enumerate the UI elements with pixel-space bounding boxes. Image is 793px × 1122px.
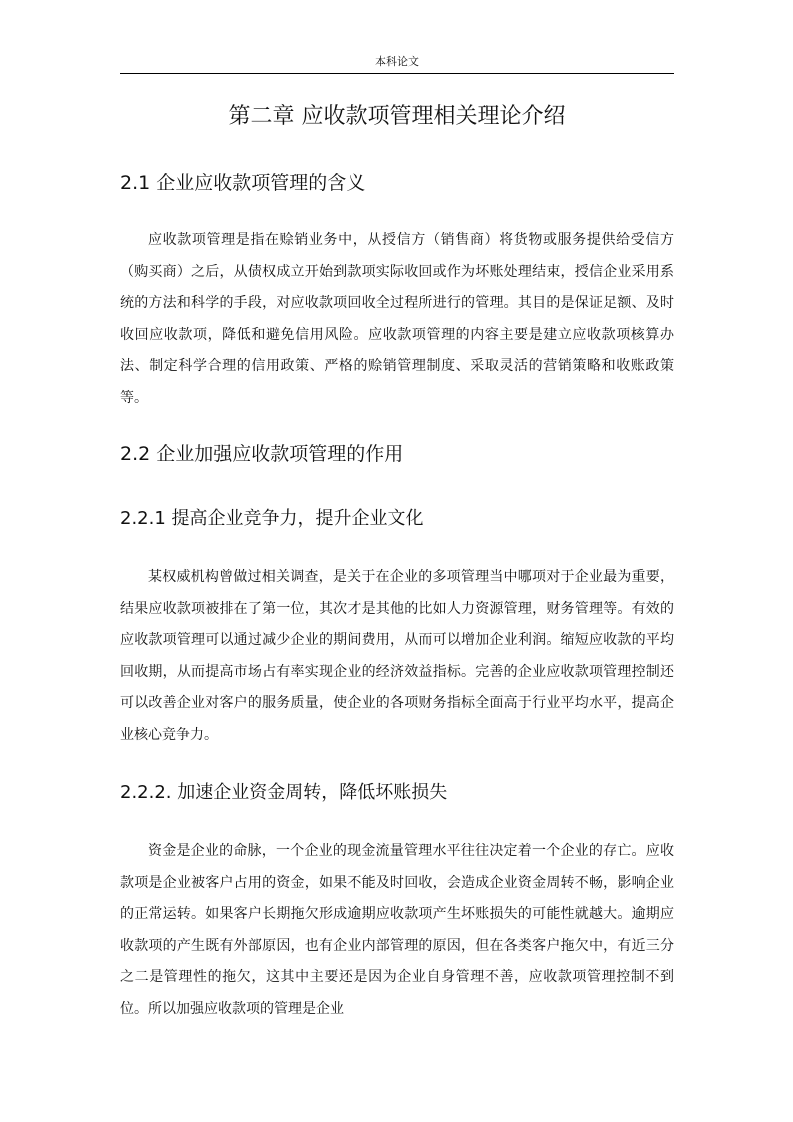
section-heading-2-2-1: 2.2.1 提高企业竞争力，提升企业文化: [120, 508, 424, 529]
section-heading-2-1: 2.1 企业应收款项管理的含义: [120, 172, 366, 194]
paragraph-2-2-1: 某权威机构曾做过相关调查，是关于在企业的多项管理当中哪项对于企业最为重要，结果应收款项被排在了第一位，其次才是其他的比如人力资源管理，财务管理等。有效的应收款项管理可以通过减少企业的期间费用，从而可以增加企业利润。缩短应收款的平均回收期，从而提高市场占有率实现企业的经济效益指标。完善的企业应收款项管理控制还可以改善企业对客户的服务质量，使企业的各项财务指标全面高于行业平均水平，提高企业核心竞争力。: [120, 569, 674, 743]
paragraph-2-1: 应收款项管理是指在赊销业务中，从授信方（销售商）将货物或服务提供给受信方（购买商）之后，从债权成立开始到款项实际收回或作为坏账处理结束，授信企业采用系统的方法和科学的手段，对应收款项回收全过程所进行的管理。其目的是保证足额、及时收回应收款项，降低和避免信用风险。应收款项管理的内容主要是建立应收款项核算办法、制定科学合理的信用政策、严格的赊销管理制度、采取灵活的营销策略和收账政策等。: [120, 232, 674, 406]
running-header: 本科论文: [375, 55, 419, 68]
section-heading-2-2-2: 2.2.2. 加速企业资金周转，降低坏账损失: [120, 782, 448, 803]
chapter-title: 第二章 应收款项管理相关理论介绍: [228, 104, 566, 129]
paragraph-2-2-2: 资金是企业的命脉，一个企业的现金流量管理水平往往决定着一个企业的存亡。应收款项是企业被客户占用的资金，如果不能及时回收，会造成企业资金周转不畅，影响企业的正常运转。如果客户长期拖欠形成逾期应收款项产生坏账损失的可能性就越大。逾期应收款项的产生既有外部原因，也有企业内部管理的原因，但在各类客户拖欠中，有近三分之二是管理性的拖欠，这其中主要还是因为企业自身管理不善，应收款项管理控制不到位。所以加强应收款项的管理是企业: [120, 843, 674, 1017]
header-rule: [120, 73, 674, 74]
section-heading-2-2: 2.2 企业加强应收款项管理的作用: [120, 443, 404, 465]
